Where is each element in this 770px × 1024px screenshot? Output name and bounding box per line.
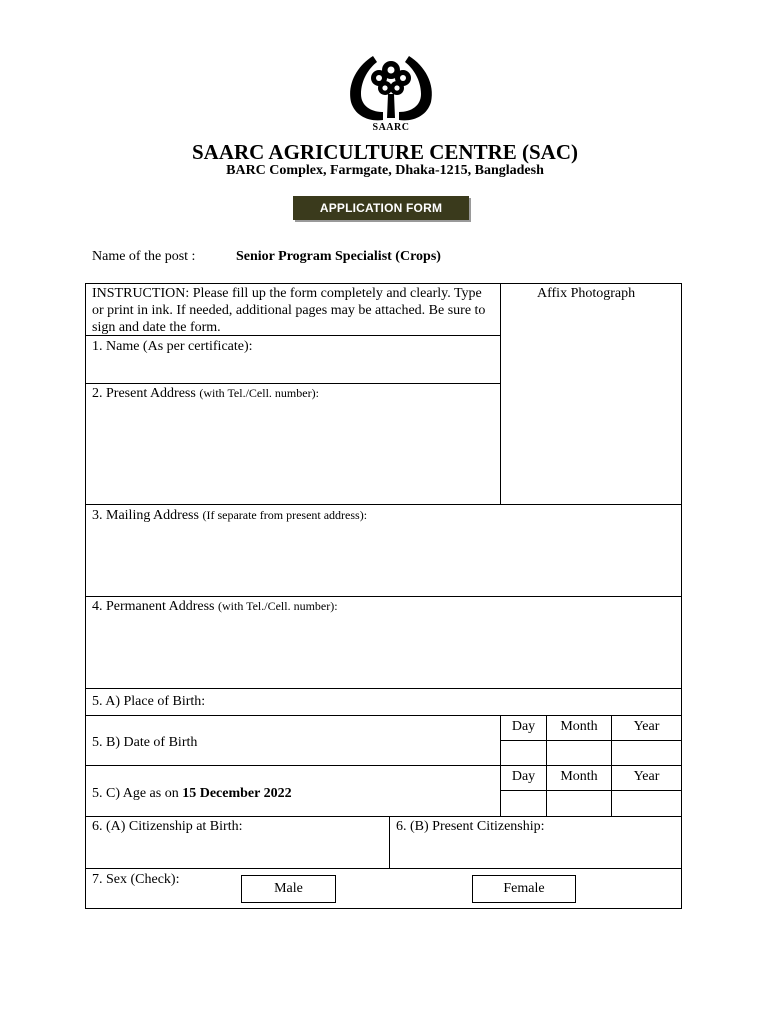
post-value: Senior Program Specialist (Crops) <box>236 249 441 264</box>
photo-label: Affix Photograph <box>537 286 636 301</box>
age-reference-date: 15 December 2022 <box>182 786 292 801</box>
age-month-header: Month <box>546 765 612 791</box>
sex-option-male[interactable]: Male <box>241 875 336 903</box>
sex-label: 7. Sex (Check): <box>92 872 180 887</box>
citizenship-divider <box>389 816 390 868</box>
permanent-address-note: (with Tel./Cell. number): <box>217 599 338 613</box>
age-year-input[interactable] <box>611 790 682 817</box>
mailing-address-note: (If separate from present address): <box>202 508 368 522</box>
divider <box>85 868 682 869</box>
present-address-field[interactable] <box>92 385 319 402</box>
present-address-note: (with Tel./Cell. number): <box>199 386 319 400</box>
dob-year-input[interactable] <box>611 740 682 766</box>
dob-day-input[interactable] <box>500 740 547 766</box>
age-day-input[interactable] <box>500 790 547 817</box>
dob-year-header: Year <box>611 715 682 741</box>
age-month-input[interactable] <box>546 790 612 817</box>
name-field[interactable]: 1. Name (As per certificate): <box>92 339 253 354</box>
present-citizenship-field[interactable]: 6. (B) Present Citizenship: <box>396 819 545 834</box>
date-of-birth-label: 5. B) Date of Birth <box>92 735 198 750</box>
age-day-header: Day <box>500 765 547 791</box>
mailing-address-field[interactable] <box>92 507 367 524</box>
mailing-address-label: 3. Mailing Address <box>92 508 199 523</box>
present-address-label: 2. Present Address <box>92 386 196 401</box>
dob-month-header: Month <box>546 715 612 741</box>
dob-day-header: Day <box>500 715 547 741</box>
citizenship-at-birth-field[interactable]: 6. (A) Citizenship at Birth: <box>92 819 243 834</box>
divider <box>85 688 682 689</box>
permanent-address-label: 4. Permanent Address <box>92 599 215 614</box>
divider <box>85 383 500 384</box>
divider <box>85 765 500 766</box>
organization-address: BARC Complex, Farmgate, Dhaka-1215, Bangladesh <box>226 163 544 178</box>
permanent-address-field[interactable] <box>92 598 338 615</box>
photo-divider <box>500 283 501 504</box>
instruction-text: INSTRUCTION: Please fill up the form completely and clearly. Type or print in ink. If needed, additional pages may be attached. Be sure to sign and date the form. <box>92 286 486 335</box>
age-label <box>92 785 292 802</box>
application-form-banner: APPLICATION FORM <box>293 196 469 220</box>
logo-text: SAARC <box>372 122 410 133</box>
organization-title: SAARC AGRICULTURE CENTRE (SAC) <box>191 140 579 164</box>
sex-option-female[interactable]: Female <box>472 875 576 903</box>
age-year-header: Year <box>611 765 682 791</box>
divider <box>85 715 500 716</box>
divider <box>85 504 682 505</box>
place-of-birth-field[interactable]: 5. A) Place of Birth: <box>92 694 206 709</box>
post-label: Name of the post : <box>92 249 196 264</box>
age-label-prefix: 5. C) Age as on <box>92 786 179 801</box>
divider <box>85 596 682 597</box>
dob-month-input[interactable] <box>546 740 612 766</box>
